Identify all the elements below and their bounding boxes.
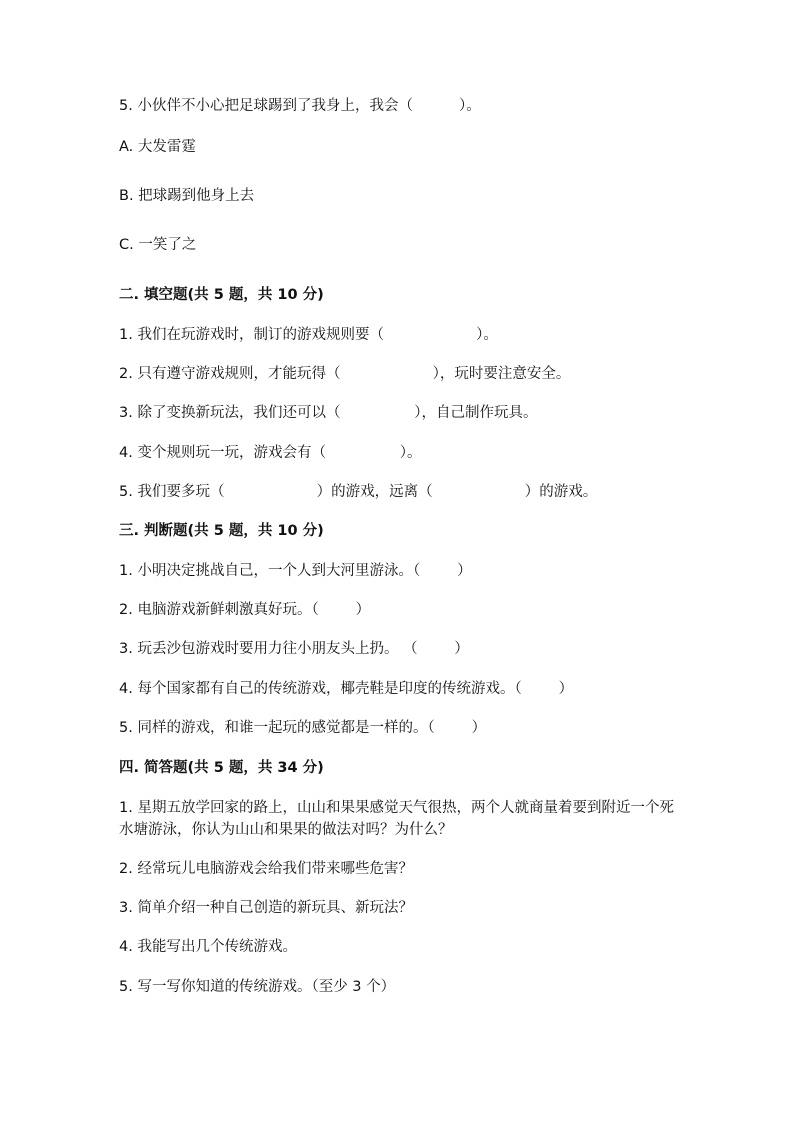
fill-question-3: 3. 除了变换新玩法，我们还可以（ ），自己制作玩具。: [119, 405, 538, 421]
section-heading-fill-in: 二. 填空题(共 5 题，共 10 分): [119, 287, 324, 303]
judge-question-3: 3. 玩丢沙包游戏时要用力往小朋友头上扔。 （ ）: [119, 641, 469, 657]
fill-question-5: 5. 我们要多玩（ ）的游戏，远离（ ）的游戏。: [119, 484, 598, 500]
fill-question-4: 4. 变个规则玩一玩，游戏会有（ ）。: [119, 445, 422, 461]
short-question-4: 4. 我能写出几个传统游戏。: [119, 939, 297, 955]
choice-question-5: 5. 小伙伴不小心把足球踢到了我身上，我会（ ）。: [119, 98, 481, 114]
section-heading-short-answer: 四. 简答题(共 5 题，共 34 分): [119, 760, 324, 776]
short-question-3: 3. 简单介绍一种自己创造的新玩具、新玩法？: [119, 900, 413, 916]
fill-question-1: 1. 我们在玩游戏时，制订的游戏规则要（ ）。: [119, 327, 498, 343]
judge-question-5: 5. 同样的游戏，和谁一起玩的感觉都是一样的。（ ）: [119, 720, 487, 736]
short-question-2: 2. 经常玩儿电脑游戏会给我们带来哪些危害？: [119, 861, 413, 877]
short-question-5: 5. 写一写你知道的传统游戏。（至少 3 个）: [119, 979, 396, 995]
choice-option-c: C. 一笑了之: [119, 237, 197, 253]
choice-option-a: A. 大发雷霆: [119, 139, 196, 155]
section-heading-true-false: 三. 判断题(共 5 题，共 10 分): [119, 523, 324, 539]
judge-question-2: 2. 电脑游戏新鲜刺激真好玩。（ ）: [119, 602, 371, 618]
judge-question-4: 4. 每个国家都有自己的传统游戏，椰壳鞋是印度的传统游戏。（ ）: [119, 681, 574, 697]
fill-question-2: 2. 只有遵守游戏规则，才能玩得（ ），玩时要注意安全。: [119, 366, 571, 382]
choice-option-b: B. 把球踢到他身上去: [119, 188, 255, 204]
short-question-1: 1. 星期五放学回家的路上，山山和果果感觉天气很热，两个人就商量着要到附近一个死水塘游泳，你认为山山和果果的做法对吗？为什么？: [119, 800, 674, 838]
judge-question-1: 1. 小明决定挑战自己，一个人到大河里游泳。（ ）: [119, 563, 472, 579]
